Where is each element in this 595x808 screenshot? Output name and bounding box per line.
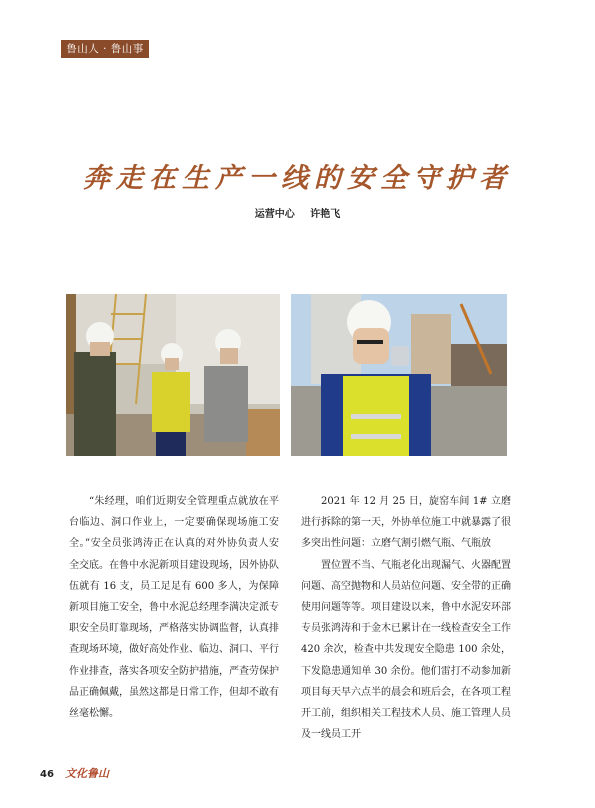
photo-site-inspection: [66, 294, 280, 456]
article-column-right: [301, 491, 511, 745]
paragraph: 置位置不当、气瓶老化出现漏气、火器配置问题、高空抛物和人员站位问题、安全带的正确使用问题等等。项目建设以来，鲁中水泥安环部专员张鸿涛和于金木已累计在一线检查安全工作 420 余次，检查中共发现安全隐患 100 余处，下发隐患通知单 30 余份。他们雷打不动参加新项目每天早六点半的晨会和班后会，在各项工程开工前，组织相关工程技术人员、施工管理人员及一线员工开: [301, 559, 511, 741]
magazine-logo: 文化鲁山: [65, 767, 110, 780]
byline-author: 许艳飞: [310, 209, 341, 220]
article-column-left: [69, 491, 279, 724]
section-tag: 鲁山人 · 鲁山事: [61, 40, 149, 58]
page-footer: [40, 762, 109, 781]
photo-safety-officer-radio: [291, 294, 507, 456]
article-title: 奔走在生产一线的安全守护者: [83, 163, 512, 194]
paragraph: 2021 年 12 月 25 日，旋窑车间 1# 立磨进行拆除的第一天，外协单位施工中就暴露了很多突出性问题：立磨气割引燃气瓶、气瓶放: [301, 496, 511, 550]
paragraph: “朱经理，咱们近期安全管理重点就放在平台临边、洞口作业上，一定要确保现场施工安全。”安全员张鸿涛正在认真的对外协负责人安全交底。在鲁中水泥新项目建设现场，因外协队伍就有 16 支，员工足足有 600 多人，为保障新项目施工安全，鲁中水泥总经理李满决定派专职安全员盯靠现场，严格落实协调监督，认真排查现场环境，做好高处作业、临边、洞口、平行作业排查，落实各项安全防护措施，严查劳保护品正确佩戴，虽然这都是日常工作，但却不敢有丝毫松懈。: [69, 496, 279, 720]
page-number: 46: [40, 769, 54, 780]
byline: [0, 205, 595, 220]
byline-department: 运营中心: [254, 209, 295, 220]
